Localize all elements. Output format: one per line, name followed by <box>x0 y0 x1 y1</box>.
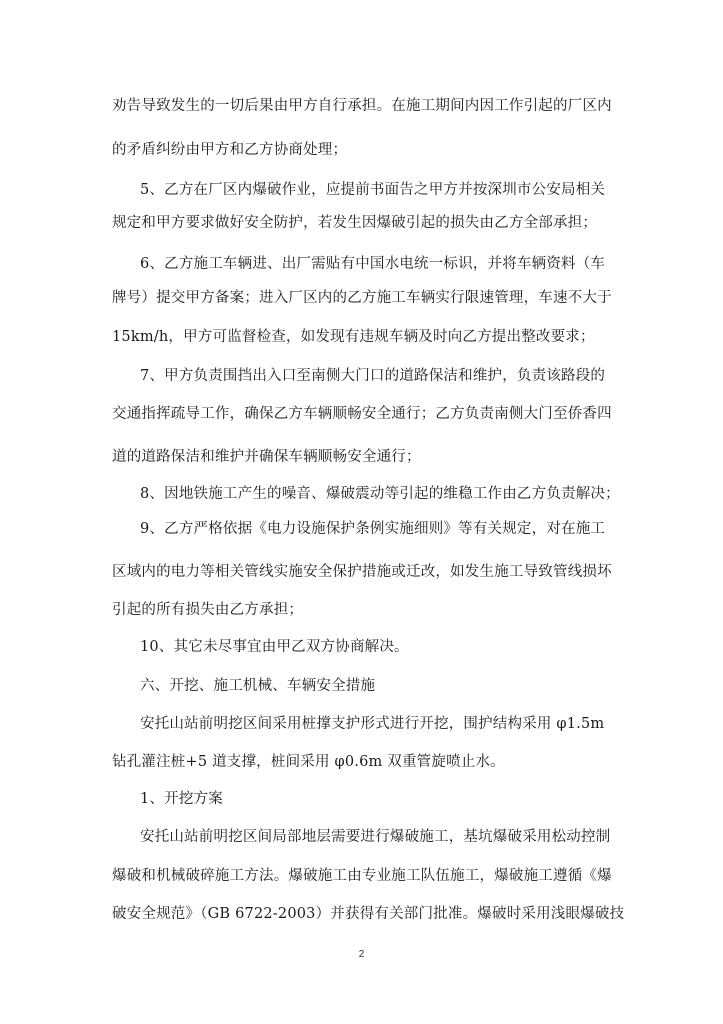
paragraph-line: 安托山站前明挖区间局部地层需要进行爆破施工，基坑爆破采用松动控制 <box>140 829 611 845</box>
paragraph-line: 规定和甲方要求做好安全防护，若发生因爆破引起的损失由乙方全部承担； <box>112 215 598 231</box>
page-number: 2 <box>358 949 365 960</box>
paragraph-line: 7、甲方负责围挡出入口至南侧大门口的道路保洁和维护，负责该路段的 <box>140 368 606 384</box>
paragraph-line: 破安全规范》（GB 6722-2003）并获得有关部门批准。爆破时采用浅眼爆破技 <box>112 906 625 922</box>
paragraph-line: 安托山站前明挖区间采用桩撑支护形式进行开挖，围护结构采用 φ1.5m <box>140 716 605 732</box>
paragraph-line: 交通指挥疏导工作，确保乙方车辆顺畅安全通行；乙方负责南侧大门至侨香四 <box>112 406 612 422</box>
paragraph-line: 钻孔灌注桩+5 道支撑，桩间采用 φ0.6m 双重管旋喷止水。 <box>112 754 505 770</box>
section-heading: 六、开挖、施工机械、车辆安全措施 <box>140 678 376 694</box>
paragraph-line: 8、因地铁施工产生的噪音、爆破震动等引起的维稳工作由乙方负责解决； <box>140 486 620 502</box>
paragraph-line: 引起的所有损失由乙方承担； <box>112 602 304 618</box>
paragraph-line: 劝告导致发生的一切后果由甲方自行承担。在施工期间内因工作引起的厂区内 <box>112 98 612 114</box>
paragraph-line: 9、乙方严格依据《电力设施保护条例实施细则》等有关规定，对在施工 <box>140 521 606 537</box>
paragraph-line: 道的道路保洁和维护并确保车辆顺畅安全通行； <box>112 449 421 465</box>
paragraph-line: 的矛盾纠纷由甲方和乙方协商处理； <box>112 142 348 158</box>
paragraph-line: 区域内的电力等相关管线实施安全保护措施或迁改，如发生施工导致管线损坏 <box>112 564 612 580</box>
paragraph-line: 10、其它未尽事宜由甲乙双方协商解决。 <box>140 639 409 655</box>
paragraph-line: 15km/h，甲方可监督检查，如发现有违规车辆及时向乙方提出整改要求； <box>112 329 595 345</box>
paragraph-line: 爆破和机械破碎施工方法。爆破施工由专业施工队伍施工，爆破施工遵循《爆 <box>112 868 612 884</box>
subsection-heading: 1、开挖方案 <box>140 791 223 807</box>
paragraph-line: 5、乙方在厂区内爆破作业，应提前书面告之甲方并按深圳市公安局相关 <box>140 182 606 198</box>
paragraph-line: 牌号）提交甲方备案；进入厂区内的乙方施工车辆实行限速管理，车速不大于 <box>112 290 612 306</box>
paragraph-line: 6、乙方施工车辆进、出厂需贴有中国水电统一标识，并将车辆资料（车 <box>140 256 606 272</box>
